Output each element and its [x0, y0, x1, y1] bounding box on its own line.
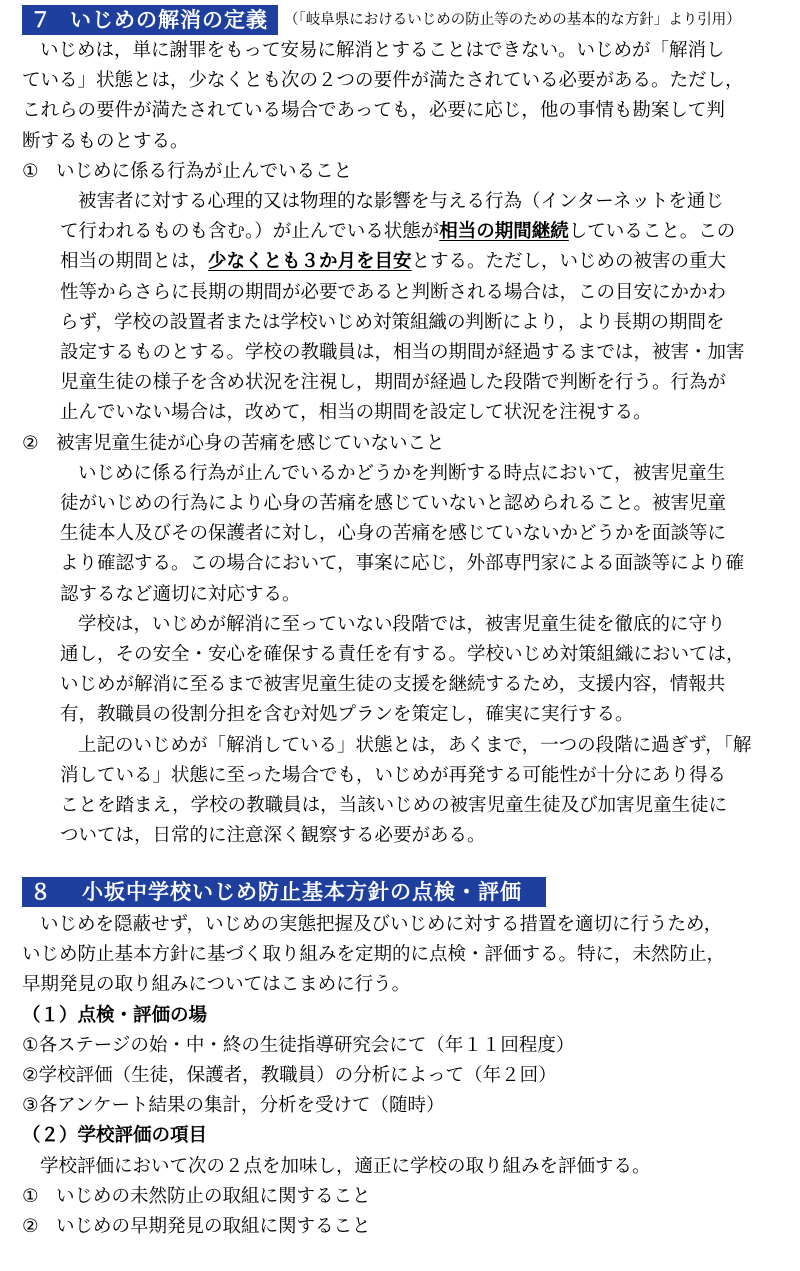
- paragraph-line: 有，教職員の役割分担を含む対処プランを策定し，確実に実行する。: [60, 704, 634, 726]
- section-8-heading: [22, 877, 546, 907]
- subsection-1-heading: （１）点検・評価の場: [22, 1004, 208, 1026]
- emphasis-duration: 相当の期間継続: [439, 221, 569, 243]
- intro-line: 早期発見の取り組みについてはこまめに行う。: [22, 974, 411, 996]
- requirement-2-line: より確認する。この場合において，事案に応じ，外部専門家による面談等により確: [60, 553, 745, 575]
- requirement-1-marker: ①: [22, 160, 39, 182]
- intro-line: ている」状態とは，少なくとも次の２つの要件が満たされている必要がある。ただし，: [22, 70, 744, 92]
- requirement-1-line: て行われるものも含む。）が止んでいる状態が相当の期間継続していること。この: [60, 221, 736, 243]
- intro-line: いじめを隠蔽せず，いじめの実態把握及びいじめに対する措置を適切に行うため，: [40, 914, 723, 935]
- paragraph-line: 通し，その安全・安心を確保する責任を有する。学校いじめ対策組織においては，: [60, 644, 745, 666]
- requirement-1-line: 児童生徒の様子を含め状況を注視し，期間が経過した段階で判断を行う。行為が: [60, 372, 727, 394]
- requirement-2-title: ② 被害児童生徒が心身の苦痛を感じていないこと: [22, 429, 792, 459]
- intro-line: 断するものとする。: [22, 130, 189, 152]
- requirement-2-line: 生徒本人及びその保護者に対し，心身の苦痛を感じていないかどうかを面談等に: [60, 523, 727, 545]
- section-7-heading: [22, 5, 741, 35]
- section-7-body: [22, 36, 792, 851]
- requirement-1-line: 設定するものとする。学校の教職員は，相当の期間が経過するまでは，被害・加害: [60, 342, 745, 364]
- section-7-source: （「岐阜県におけるいじめの防止等のための基本的な方針」より引用）: [284, 11, 741, 28]
- paragraph-line: 学校は，いじめが解消に至っていない段階では，被害児童生徒を徹底的に守り: [78, 613, 726, 635]
- section-8-body: [22, 910, 792, 1242]
- requirement-1-line: 性等からさらに長期の期間が必要であると判断される場合は，この目安にかかわ: [60, 281, 727, 303]
- requirement-2-marker: ②: [22, 432, 39, 454]
- emphasis-three-months: 少なくとも３か月を目安: [208, 251, 412, 273]
- section-7-number: ７: [30, 8, 52, 32]
- paragraph-line: いじめが解消に至るまで被害児童生徒の支援を継続するため，支援内容，情報共: [60, 674, 726, 696]
- paragraph-line: ことを踏まえ，学校の教職員は，当該いじめの被害児童生徒及び加害児童生徒に: [60, 795, 728, 817]
- section-7-title: いじめの解消の定義: [70, 8, 268, 32]
- list-item: ① いじめの未然防止の取組に関すること: [22, 1185, 371, 1207]
- list-item: ①各ステージの始・中・終の生徒指導研究会にて（年１１回程度）: [22, 1034, 575, 1056]
- paragraph-line: 消している」状態に至った場合でも，いじめが再発する可能性が十分にあり得る: [60, 764, 727, 786]
- paragraph-line: ついては，日常的に注意深く観察する必要がある。: [60, 825, 486, 847]
- requirement-1-line: 止んでいない場合は，改めて，相当の期間を設定して状況を注視する。: [60, 402, 652, 424]
- requirement-1-title: ① いじめに係る行為が止んでいること: [22, 157, 792, 187]
- requirement-1-line: 相当の期間とは，少なくとも３か月を目安とする。ただし，いじめの被害の重大: [60, 251, 727, 273]
- list-item: ②学校評価（生徒，保護者，教職員）の分析によって（年２回）: [22, 1065, 557, 1087]
- subsection-2-intro: 学校評価において次の２点を加味し，適正に学校の取り組みを評価する。: [40, 1155, 651, 1177]
- requirement-2-line: いじめに係る行為が止んでいるかどうかを判断する時点において，被害児童生: [78, 462, 726, 484]
- section-8-number: ８: [30, 880, 52, 904]
- requirement-1-line: 被害者に対する心理的又は物理的な影響を与える行為（インターネットを通じ: [78, 191, 724, 213]
- section-8-title: 小坂中学校いじめ防止基本方針の点検・評価: [82, 880, 522, 904]
- section-8-title-bar: [22, 877, 546, 907]
- requirement-1-line: らず，学校の設置者または学校いじめ対策組織の判断により，より長期の期間を: [60, 311, 725, 333]
- paragraph-line: 上記のいじめが「解消している」状態とは，あくまで，一つの段階に過ぎず，「解: [78, 734, 752, 756]
- list-item: ② いじめの早期発見の取組に関すること: [22, 1216, 371, 1238]
- requirement-2-line: 認するなど適切に対応する。: [60, 583, 301, 605]
- list-item: ③各アンケート結果の集計，分析を受けて（随時）: [22, 1095, 445, 1117]
- intro-line: いじめは，単に謝罪をもって安易に解消とすることはできない。いじめが「解消し: [40, 40, 725, 61]
- intro-line: いじめ防止基本方針に基づく取り組みを定期的に点検・評価する。特に，未然防止，: [22, 944, 726, 966]
- subsection-2-heading: （２）学校評価の項目: [22, 1125, 208, 1147]
- section-7-title-bar: [22, 5, 278, 35]
- intro-line: これらの要件が満たされている場合であっても，必要に応じ，他の事情も勘案して判: [22, 100, 725, 122]
- requirement-2-line: 徒がいじめの行為により心身の苦痛を感じていないと認められること。被害児童: [60, 493, 727, 515]
